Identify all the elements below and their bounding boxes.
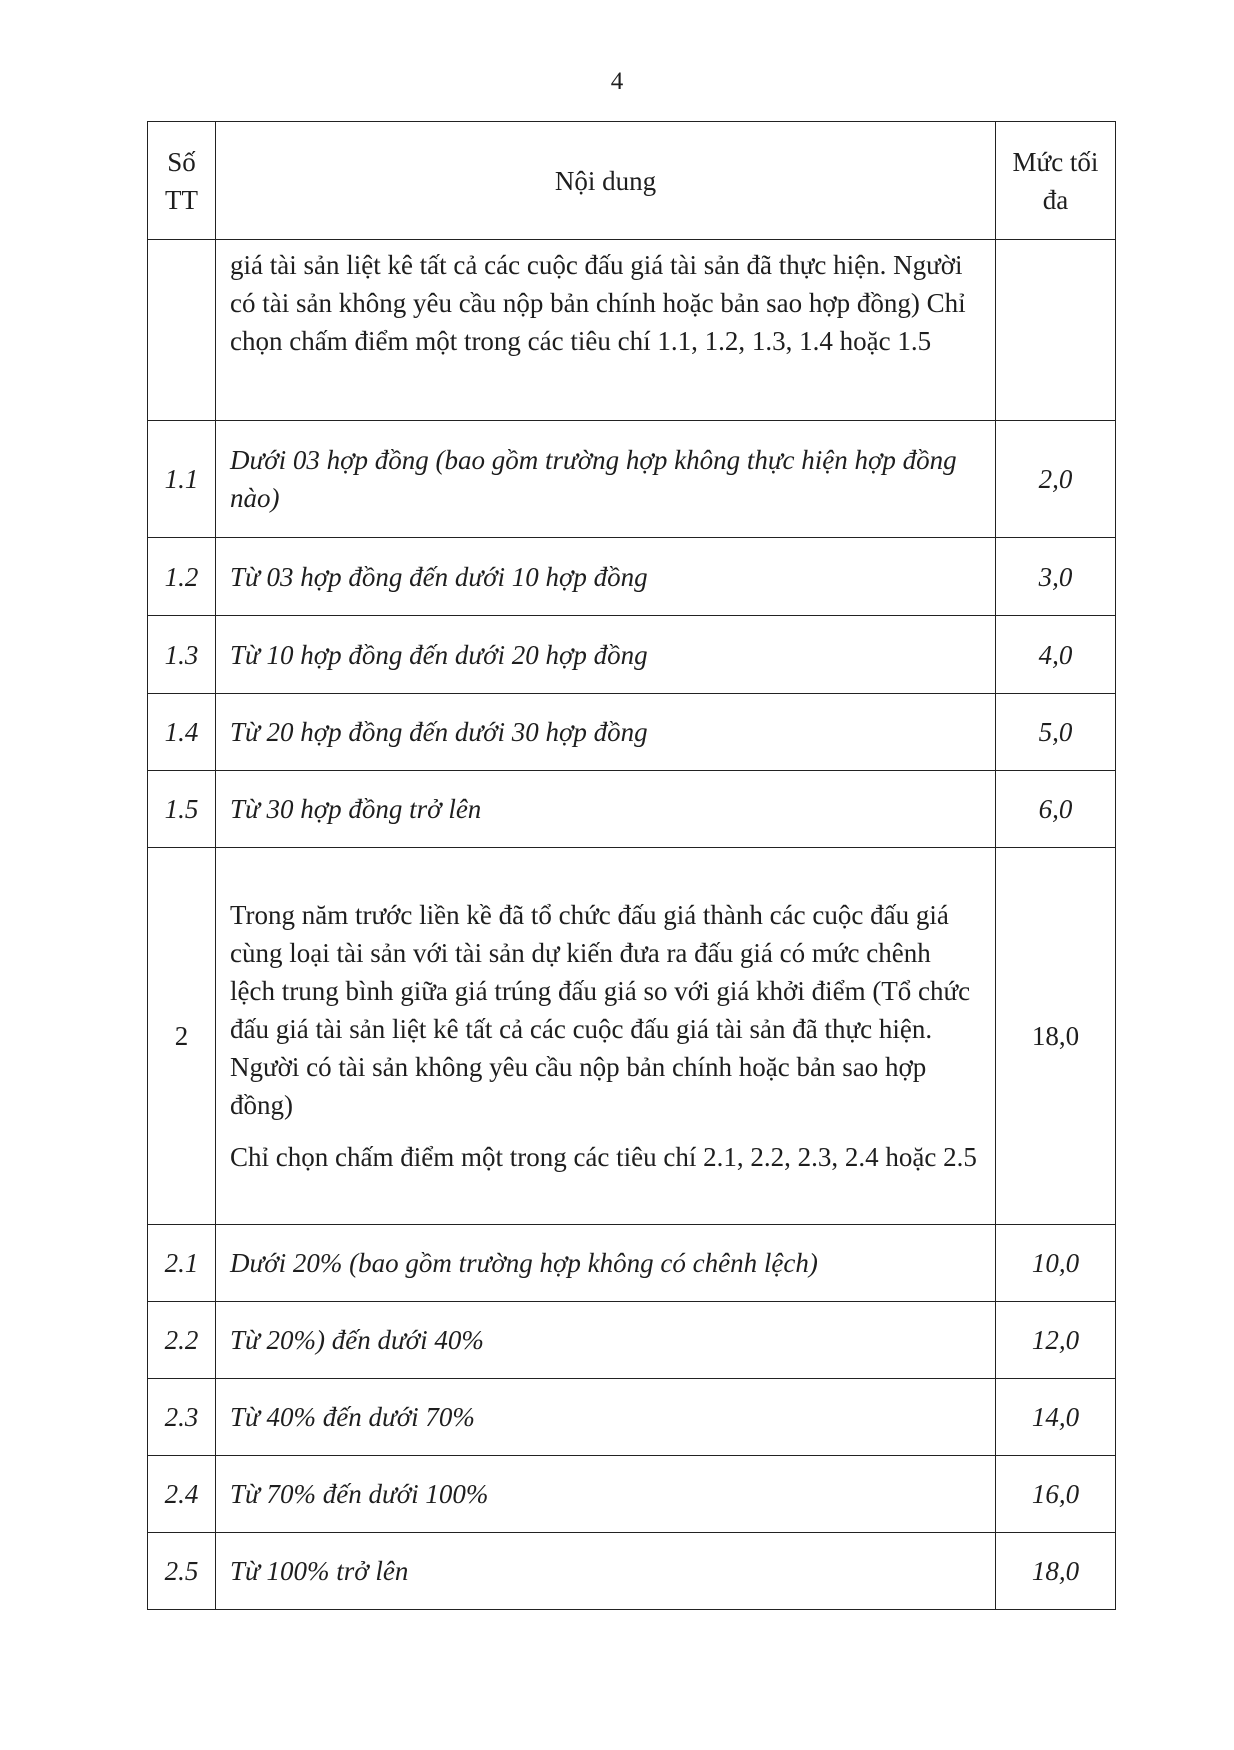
criterion-2-description: Trong năm trước liền kề đã tổ chức đấu giá thành các cuộc đấu giá cùng loại tài sản với tài sản dự kiến đưa ra đấu giá có mức chênh lệch trung bình giữa giá trúng đấu giá so với giá khởi điểm (Tổ chức đấu giá tài sản liệt kê tất cả các cuộc đấu giá tài sản đã thực hiện. Người có tài sản không yêu cầu nộp bản chính hoặc bản sao hợp đồng) [230, 900, 971, 1120]
row-content: Từ 20%) đến dưới 40% [216, 1302, 996, 1379]
table-row-criterion-2 [148, 848, 1116, 1225]
header-no-line2: TT [165, 184, 198, 215]
row-content: Từ 10 hợp đồng đến dưới 20 hợp đồng [216, 616, 996, 694]
row-content: giá tài sản liệt kê tất cả các cuộc đấu giá tài sản đã thực hiện. Người có tài sản không yêu cầu nộp bản chính hoặc bản sao hợp đồng) Chỉ chọn chấm điểm một trong các tiêu chí 1.1, 1.2, 1.3, 1.4 hoặc 1.5 [216, 240, 996, 421]
row-no: 1.3 [148, 616, 216, 694]
row-max: 12,0 [996, 1302, 1116, 1379]
table-row [148, 771, 1116, 848]
header-max-score [996, 122, 1116, 240]
row-max: 18,0 [996, 1533, 1116, 1610]
header-no [148, 122, 216, 240]
row-no: 2 [148, 848, 216, 1225]
row-max: 3,0 [996, 538, 1116, 616]
header-no-line1: Số [167, 146, 196, 177]
table-row [148, 538, 1116, 616]
table-row [148, 616, 1116, 694]
header-max-line2: đa [1042, 184, 1069, 215]
row-max: 5,0 [996, 694, 1116, 771]
row-no: 1.2 [148, 538, 216, 616]
row-max: 2,0 [996, 421, 1116, 538]
row-content [216, 848, 996, 1225]
row-no: 2.3 [148, 1379, 216, 1456]
table-row [148, 1533, 1116, 1610]
row-max: 4,0 [996, 616, 1116, 694]
header-content: Nội dung [216, 122, 996, 240]
table-row [148, 421, 1116, 538]
row-content: Từ 20 hợp đồng đến dưới 30 hợp đồng [216, 694, 996, 771]
page-number: 4 [610, 68, 624, 95]
row-content: Từ 03 hợp đồng đến dưới 10 hợp đồng [216, 538, 996, 616]
row-max [996, 240, 1116, 421]
row-max: 10,0 [996, 1225, 1116, 1302]
header-max-line1: Mức tối [1012, 146, 1099, 177]
row-max: 6,0 [996, 771, 1116, 848]
table-row [148, 1456, 1116, 1533]
table-header-row [148, 122, 1116, 240]
row-no [148, 240, 216, 421]
row-no: 1.5 [148, 771, 216, 848]
row-no: 1.1 [148, 421, 216, 538]
row-max: 16,0 [996, 1456, 1116, 1533]
scoring-criteria-table [147, 121, 1116, 1610]
table-row [148, 694, 1116, 771]
row-max: 14,0 [996, 1379, 1116, 1456]
row-no: 2.4 [148, 1456, 216, 1533]
row-content: Từ 40% đến dưới 70% [216, 1379, 996, 1456]
row-no: 1.4 [148, 694, 216, 771]
row-max: 18,0 [996, 848, 1116, 1225]
table-row-continuation [148, 240, 1116, 421]
row-content: Từ 30 hợp đồng trở lên [216, 771, 996, 848]
table-row [148, 1379, 1116, 1456]
row-no: 2.1 [148, 1225, 216, 1302]
row-no: 2.5 [148, 1533, 216, 1610]
criterion-2-instruction: Chỉ chọn chấm điểm một trong các tiêu chí 2.1, 2.2, 2.3, 2.4 hoặc 2.5 [230, 1142, 977, 1172]
row-content: Dưới 03 hợp đồng (bao gồm trường hợp không thực hiện hợp đồng nào) [216, 421, 996, 538]
row-content: Từ 70% đến dưới 100% [216, 1456, 996, 1533]
table-row [148, 1302, 1116, 1379]
row-content: Từ 100% trở lên [216, 1533, 996, 1610]
row-content: Dưới 20% (bao gồm trường hợp không có chênh lệch) [216, 1225, 996, 1302]
row-no: 2.2 [148, 1302, 216, 1379]
table-row [148, 1225, 1116, 1302]
